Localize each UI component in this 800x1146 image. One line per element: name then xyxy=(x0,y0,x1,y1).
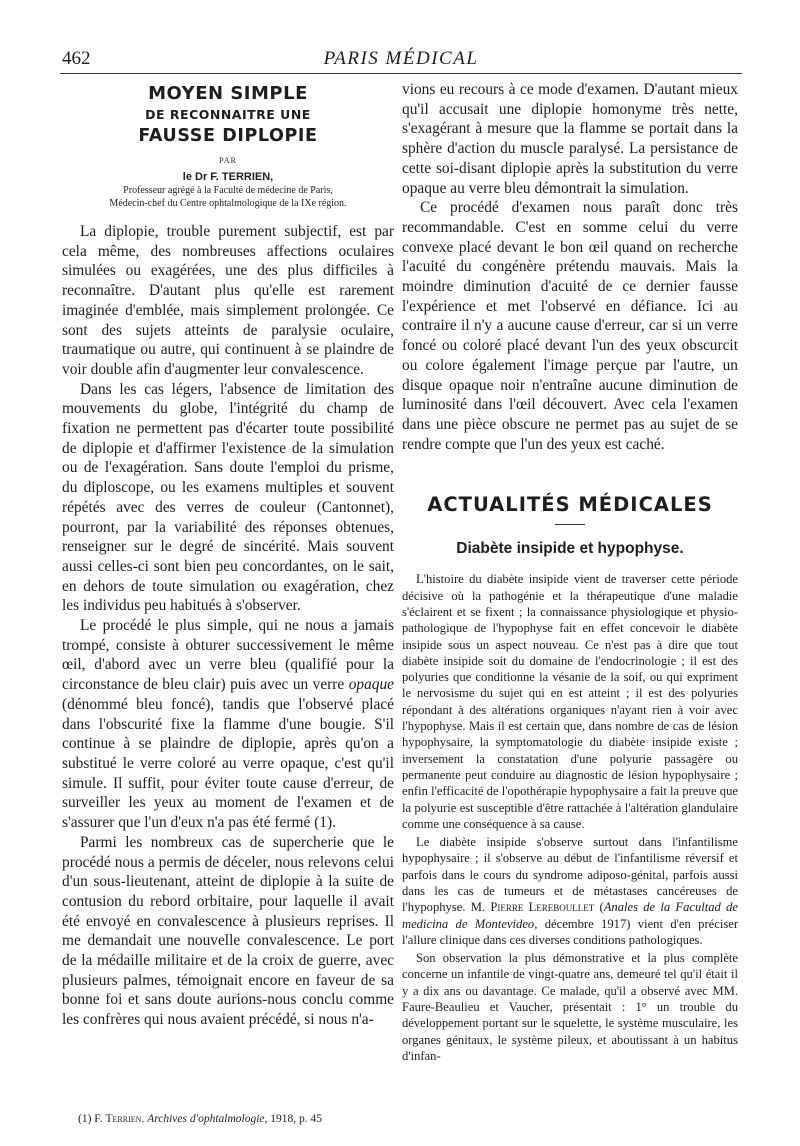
footnote-sep: . xyxy=(141,1113,148,1125)
byline-par: PAR xyxy=(219,156,237,165)
subsection-title: Diabète insipide et hypophyse. xyxy=(456,540,684,558)
page-number: 462 xyxy=(62,48,91,69)
page-header xyxy=(62,48,740,72)
section-paragraph-2-text-b: ( xyxy=(594,900,604,915)
footnote-ref: , 1918, p. 45 xyxy=(264,1113,323,1125)
article-paragraph-6: Ce procédé d'examen nous paraît donc très recommandable. C'est en somme celui du verre convexe placé devant le bon œil quand on recherche l'acuité du congénère prétendu mauvais. Mais la moindre diminution d'acuité de ce dernier fausse l'expérience et met l'observé en défiance. Ici au contraire il n'y a aucune cause d'erreur, car si un verre foncé ou coloré placé devant l'un des yeux obscurcit ou colore également l'image perçue par l'autre, un disque opaque noir n'entraîne aucune diminution de luminosité dans l'œil découvert. Avec cela l'examen dans une pièce obscure ne permet pas au sujet de se rendre compte que l'un des yeux est caché. xyxy=(402,199,738,453)
footnote xyxy=(62,1112,394,1126)
section-paragraph-2 xyxy=(402,834,738,948)
section-title: ACTUALITÉS MÉDICALES xyxy=(427,493,713,517)
section-paragraph-1: L'histoire du diabète insipide vient de traverser cette période décisive où la pathogénie et la thérapeutique d'une maladie s'éclairent et se fixent ; la connaissance physiologique et physio-pathologique de l'hypophyse fait en effet concevoir le diabète insipide sous un aspect nouveau. Ce n'est pas à dire que tout diabète insipide soit du domaine de l'endocrinologie ; il est des polyuries que conditionne la vésanie de la soif, ou qui expriment le nervosisme du sujet qui en est atteint ; il est des polyuries répondant à des altérations organiques n'ayant rien à voir avec l'hypophyse. Mais il est certain que, dans nombre de cas de lésion hypophysaire, la symptomatologie du diabète insipide existe ; inversement la constatation d'une polyurie passagère ou permanente peut conduire au diagnostic de lésion hypophysaire ; enfin l'efficacité de l'opothérapie hypophysaire a fait la preuve que la polyurie est susceptible d'être rattachée à l'altération glandulaire comme une conséquence à sa cause. xyxy=(402,572,738,831)
article-title-line-3: FAUSSE DIPLOPIE xyxy=(138,126,318,146)
section-body xyxy=(402,571,738,1064)
article-paragraph-3 xyxy=(62,616,394,833)
section-paragraph-3: Son observation la plus démonstrative et la plus complète concerne un infantile de vingt-quatre ans, demeuré tel qu'il était il y a dix ans ou davantage. Ce malade, qu'il a observé avec MM. Faure-Beaulieu et Vaucher, présentait : 1° un trouble du développement portant sur le squelette, le système musculaire, les organes génitaux, le système pileux, et aboutissant à un habitus d'infan- xyxy=(402,951,738,1063)
affiliation-line-2: Médecin-chef du Centre ophtalmologique de la IXe région. xyxy=(109,197,347,209)
paragraph-3-text-b: (dénommé bleu foncé), tandis que l'observé placé dans l'obscurité fixe la flamme d'une bougie. S'il continue à se plaindre de diplopie, après qu'on a substitué le verre coloré au verre opaque, c'est qu'il simule. Il suffit, pour éviter toute cause d'erreur, de surveiller les yeux au moment de l'examen et de s'assurer que l'un d'eux n'a pas été fermé (1). xyxy=(62,695,394,832)
paragraph-3-text-a: Le procédé le plus simple, qui ne nous a jamais trompé, consiste à obturer successivement le même œil, d'abord avec un verre bleu (qualifié pour la circonstance de bleu clair) puis avec un verre xyxy=(62,617,394,694)
article-title-line-1: MOYEN SIMPLE xyxy=(148,83,308,104)
paragraph-3-emphasis: opaque xyxy=(348,676,394,694)
section-rule xyxy=(555,524,585,525)
journal-title: PARIS MÉDICAL xyxy=(323,48,479,69)
article-author: le Dr F. TERRIEN, xyxy=(182,171,274,183)
section-paragraph-2-text-a: Le diabète insipide s'observe surtout dans l'infantilisme hypophysaire ; il s'observe au début de l'infantilisme réversif et parfois dans le cours du syndrome adiposo-génital, parfois aussi dans les cas de tumeurs et de métastases cancéreuses de l'hypophyse. M. xyxy=(402,835,738,915)
article-paragraph-1: La diplopie, trouble purement subjectif, est par cela même, des nombreuses affections oculaires simulées ou exagérées, une des plus difficiles à reconnaître. D'autant plus qu'elle est rarement imaginée d'emblée, mais simplement prolongée. Ce sont des sujets atteints de paralysie oculaire, traumatique ou autre, qui continuent à se plaindre de voir double afin d'augmenter leur convalescence. xyxy=(62,223,394,378)
article-body-left xyxy=(62,222,394,1030)
section-paragraph-2-journal: Anales de la Facultad de medicina de Montevideo xyxy=(402,900,738,931)
right-column xyxy=(402,80,738,1064)
header-rule xyxy=(60,73,742,74)
article-title-block xyxy=(62,82,394,210)
article-title-line-2: DE RECONNAITRE UNE xyxy=(145,107,311,122)
footnote-journal: Archives d'ophtalmologie xyxy=(147,1113,265,1125)
article-paragraph-4: Parmi les nombreux cas de supercherie que le procédé nous a permis de déceler, nous relevons celui d'un sous-lieutenant, atteint de diplopie à la suite de contusion du rebord orbitaire, pour laquelle il avait été envoyé en convalescence à plusieurs reprises. Il me demandait une nouvelle convalescence. Le port de la médaille militaire et de la croix de guerre, avec plusieurs palmes, témoignait encore en faveur de sa bonne foi et sans doute aurions-nous conclu comme les confrères qui nous avaient précédé, si nous n'a- xyxy=(62,833,394,1029)
section-paragraph-2-text-c: , décembre 1917) vient d'en préciser l'allure clinique dans ces diverses conditions pathologiques. xyxy=(402,916,739,947)
article-body-right xyxy=(402,80,738,454)
affiliation-line-1: Professeur agrégé à la Faculté de médecine de Paris, xyxy=(123,185,333,196)
author-affiliation xyxy=(62,185,394,210)
footnote-number: (1) F. xyxy=(78,1113,106,1125)
article-paragraph-5: vions eu recours à ce mode d'examen. D'autant mieux qu'il accusait une diplopie homonyme très nette, s'exagérant à mesure que la flamme se portait dans la sphère d'action du muscle paralysé. La persistance de cette soi-disant diplopie après la substitution du verre opaque au verre bleu démontrait la simulation. xyxy=(402,81,738,197)
article-paragraph-2: Dans les cas légers, l'absence de limitation des mouvements du globe, l'intégrité du champ de fixation ne permettent pas d'écarter toute possibilité de diplopie et d'affirmer l'existence de la simulation ou de l'exagération. Sans doute l'emploi du prisme, du diploscope, ou les examens multiples et souvent répétés avec des verres de couleur (Cantonnet), pourront, par la variabilité des réponses obtenues, renseigner sur le degré de sincérité. Mais souvent aussi celles-ci sont bien peu concordantes, on le sait, en dehors de toute simulation ou exagération, chez les individus peu habitués à s'observer. xyxy=(62,380,394,615)
left-column xyxy=(62,80,394,1030)
section-paragraph-2-author: Pierre Lereboullet xyxy=(490,900,595,915)
footnote-author: Terrien xyxy=(105,1113,142,1125)
